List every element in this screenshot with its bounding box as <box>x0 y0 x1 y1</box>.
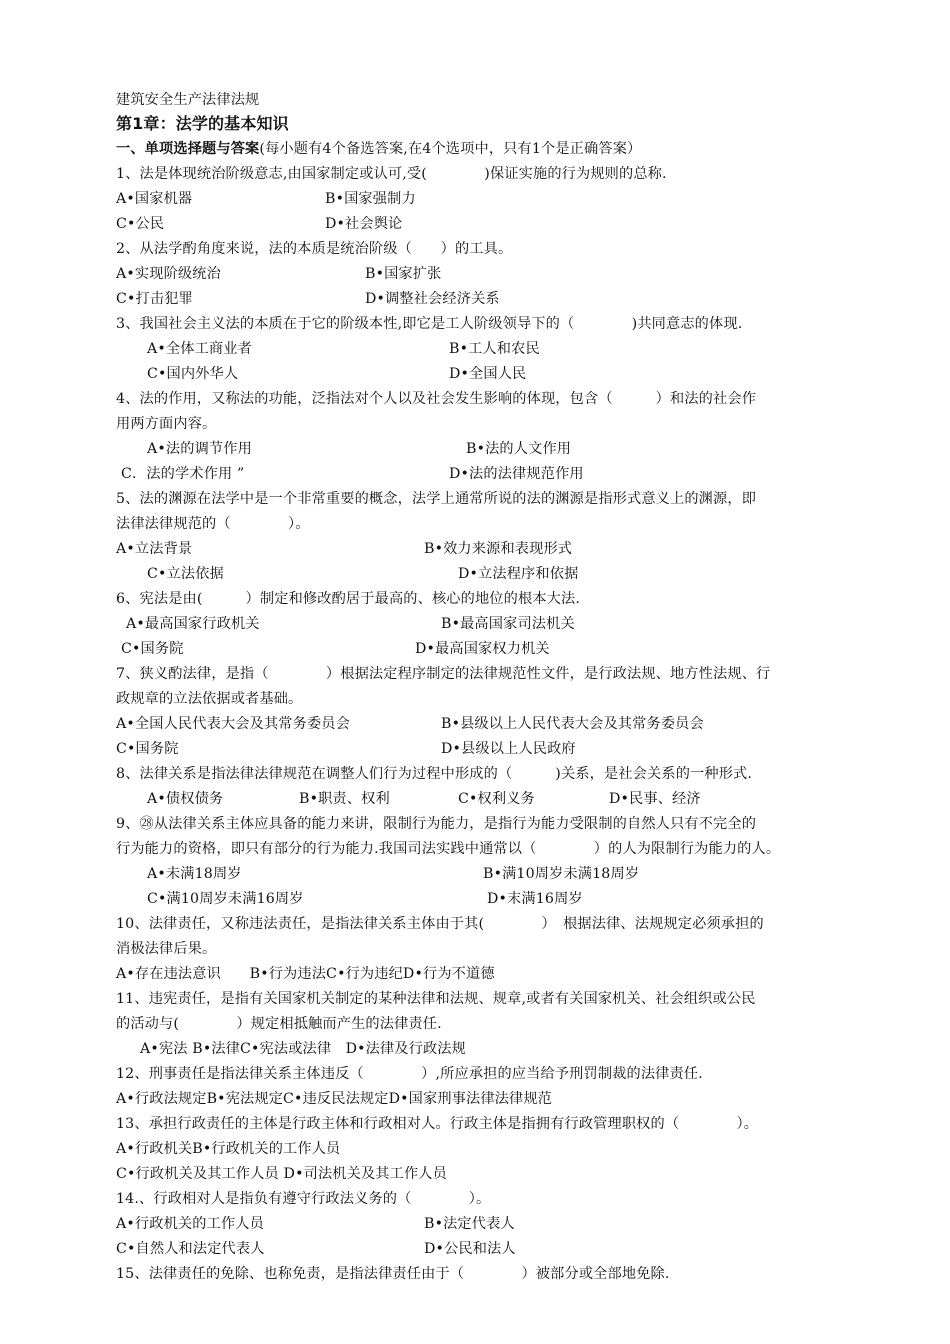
question-3-option-c: C•国内外华人 <box>147 366 239 382</box>
question-13-stem: 13、承担行政责任的主体是行政主体和行政相对人。行政主体是指拥有行政管理职权的（ ）。 <box>116 1116 759 1132</box>
question-9-stem-line-1: 9、㉘从法律关系主体应具备的能力来讲，限制行为能力，是指行为能力受限制的自然人只有不完全的 <box>116 816 757 832</box>
question-11-options: A•宪法 B•法律C•宪法或法律 D•法律及行政法规 <box>140 1041 466 1057</box>
question-12-options: A•行政法规定B•宪法规定C•违反民法规定D•国家刑事法律法律规范 <box>116 1091 553 1107</box>
question-11-stem-line-1: 11、违宪责任，是指有关国家机关制定的某种法律和法规、规章,或者有关国家机关、社会组织或公民 <box>116 991 756 1007</box>
question-1-option-c: C•公民 <box>116 216 165 232</box>
question-15-stem: 15、法律责任的免除、也称免责，是指法律责任由于（ ）被部分或全部地免除. <box>116 1266 670 1282</box>
question-9-option-a: A•未满18周岁 <box>147 866 242 882</box>
question-4-option-b: B•法的人文作用 <box>466 441 572 457</box>
question-5-option-c: C•立法依据 <box>147 566 224 582</box>
question-9-option-c: C•满10周岁未满16周岁 <box>147 891 304 907</box>
question-14-option-d: D•公民和法人 <box>424 1241 516 1257</box>
question-6-option-c: C•国务院 <box>121 641 184 657</box>
question-4-stem-line-1: 4、法的作用，又称法的功能，泛指法对个人以及社会发生影响的体现，包含（ ）和法的社会作 <box>116 391 757 407</box>
chapter-title: 第1章：法学的基本知识 <box>116 114 289 133</box>
question-10-stem-line-2: 消极法律后果。 <box>116 941 217 957</box>
question-2-option-d: D•调整社会经济关系 <box>365 291 500 307</box>
question-14-option-b: B•法定代表人 <box>424 1216 515 1232</box>
question-4-option-d: D•法的法律规范作用 <box>449 466 584 482</box>
question-6-option-a: A•最高国家行政机关 <box>126 616 260 632</box>
question-7-option-d: D•县级以上人民政府 <box>441 741 576 757</box>
question-8-stem: 8、法律关系是指法律法律规范在调整人们行为过程中形成的（ )关系，是社会关系的一种形式. <box>116 766 753 782</box>
question-1-stem: 1、法是体现统治阶级意志,由国家制定或认可,受( )保证实施的行为规则的总称. <box>116 166 667 182</box>
question-5-stem-line-2: 法律法律规范的（ ）。 <box>116 516 310 532</box>
section-heading-bold: 一、单项选择题与答案 <box>116 141 260 157</box>
question-5-option-a: A•立法背景 <box>116 541 193 557</box>
question-10-stem-line-1: 10、法律责任，又称违法责任，是指法律关系主体由于其( ） 根据法律、法规规定必须承担的 <box>116 916 764 932</box>
question-7-option-a: A•全国人民代表大会及其常务委员会 <box>116 716 350 732</box>
question-1-option-b: B•国家强制力 <box>325 191 416 207</box>
question-1-option-a: A•国家机器 <box>116 191 193 207</box>
question-3-option-d: D•全国人民 <box>449 366 527 382</box>
question-5-option-b: B•效力来源和表现形式 <box>424 541 573 557</box>
question-9-option-d: D•末满16周岁 <box>487 891 583 907</box>
section-heading <box>116 139 641 159</box>
question-4-stem-line-2: 用两方面内容。 <box>116 416 217 432</box>
question-11-stem-line-2: 的活动与( ）规定相抵触而产生的法律责任. <box>116 1016 442 1032</box>
question-5-stem-line-1: 5、法的渊源在法学中是一个非常重要的概念，法学上通常所说的法的渊源是指形式意义上的渊源，即 <box>116 491 757 507</box>
question-5-option-d: D•立法程序和依据 <box>458 566 579 582</box>
question-6-option-d: D•最高国家权力机关 <box>415 641 550 657</box>
question-14-option-a: A•行政机关的工作人员 <box>116 1216 264 1232</box>
question-12-stem: 12、刑事责任是指法律关系主体违反（ ）,所应承担的应当给予刑罚制裁的法律责任. <box>116 1066 703 1082</box>
question-3-stem: 3、我国社会主义法的本质在于它的阶级本性,即它是工人阶级领导下的（ )共同意志的体现. <box>116 316 743 332</box>
question-7-option-b: B•县级以上人民代表大会及其常务委员会 <box>441 716 704 732</box>
question-4-option-c: C．法的学术作用 ” <box>121 466 245 482</box>
question-7-option-c: C•国务院 <box>116 741 179 757</box>
question-10-options: A•存在违法意识 B•行为违法C•行为违纪D•行为不道德 <box>116 966 495 982</box>
question-2-stem: 2、从法学酌角度来说，法的本质是统治阶级（ ）的工具。 <box>116 241 513 257</box>
question-4-option-a: A•法的调节作用 <box>147 441 252 457</box>
section-heading-note: (每小题有4个备选答案,在4个选项中，只有1个是正确答案） <box>259 141 642 157</box>
question-13-options-line-1: A•行政机关B•行政机关的工作人员 <box>116 1141 341 1157</box>
question-9-stem-line-2: 行为能力的资格，即只有部分的行为能力.我国司法实践中通常以（ ）的人为限制行为能力的人。 <box>116 841 781 857</box>
question-14-stem: 14.、行政相对人是指负有遵守行政法义务的（ ）。 <box>116 1191 491 1207</box>
question-3-option-a: A•全体工商业者 <box>147 341 252 357</box>
question-9-option-b: B•满10周岁未满18周岁 <box>483 866 640 882</box>
question-8-option-c: C•权利义务 <box>458 791 535 807</box>
question-3-option-b: B•工人和农民 <box>449 341 540 357</box>
question-8-option-a: A•债权债务 <box>147 791 224 807</box>
question-6-stem: 6、宪法是由( ）制定和修改酌居于最高的、核心的地位的根本大法. <box>116 591 580 607</box>
question-7-stem-line-1: 7、狭义酌法律，是指（ ）根据法定程序制定的法律规范性文件，是行政法规、地方性法规、行 <box>116 666 771 682</box>
question-14-option-c: C•自然人和法定代表人 <box>116 1241 265 1257</box>
question-8-option-d: D•民事、经济 <box>609 791 701 807</box>
question-8-option-b: B•职责、权利 <box>299 791 390 807</box>
question-2-option-b: B•国家扩张 <box>365 266 442 282</box>
document-title: 建筑安全生产法律法规 <box>116 92 260 108</box>
question-6-option-b: B•最高国家司法机关 <box>441 616 575 632</box>
question-13-options-line-2: C•行政机关及其工作人员 D•司法机关及其工作人员 <box>116 1166 447 1182</box>
question-1-option-d: D•社会舆论 <box>325 216 403 232</box>
question-7-stem-line-2: 政规章的立法依据或者基础。 <box>116 691 303 707</box>
question-2-option-a: A•实现阶级统治 <box>116 266 221 282</box>
question-2-option-c: C•打击犯罪 <box>116 291 193 307</box>
